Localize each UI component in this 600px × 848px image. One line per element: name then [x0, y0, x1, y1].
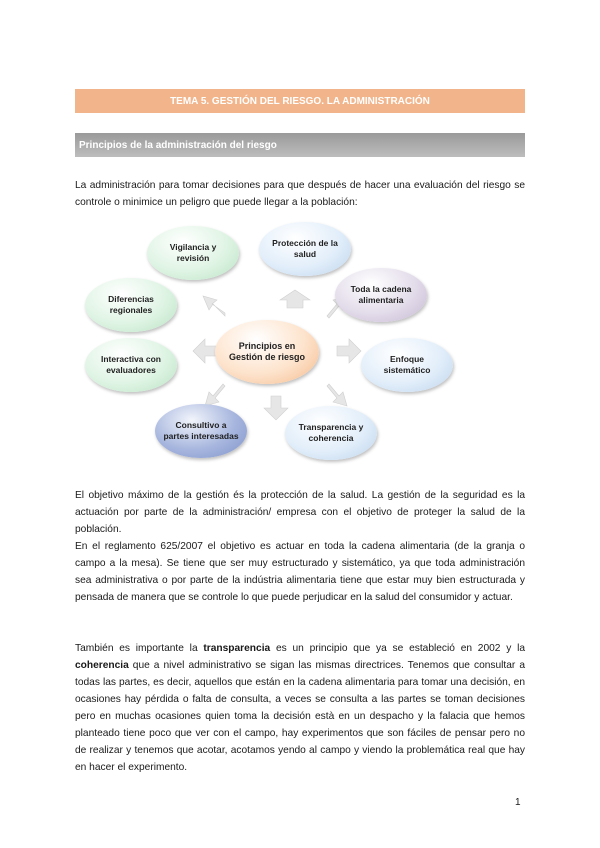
node-cadena-alimentaria: Toda la cadena alimentaria	[335, 268, 427, 322]
node-transparencia: Transparencia y coherencia	[285, 406, 377, 460]
arrow-down-right-icon	[327, 384, 347, 406]
arrow-up-left-icon	[203, 296, 225, 316]
node-consultivo: Consultivo a partes interesadas	[155, 404, 247, 458]
node-proteccion: Protección de la salud	[259, 222, 351, 276]
paragraph-objetivo: El objetivo máximo de la gestión és la protección de la salud. La gestión de la seguridad es la actuación por parte de la administración/ empresa con el objetivo de proteger la salud de la población.	[75, 490, 525, 535]
emphasis-transparencia: transparencia	[203, 643, 271, 654]
section-heading: Principios de la administración del riesgo	[75, 133, 525, 157]
arrow-up-icon	[280, 290, 310, 308]
paragraph-reglamento: En el reglamento 625/2007 el objetivo es actuar en toda la cadena alimentaria (de la granja o campo a la mesa). Se tiene que ser muy estructurado y sistemático, ya que toda administración sea administrativa o por parte de la indústria alimentaria tiene que estar muy bien estructurada y pensada de manera que se controle lo que puede perjudicar en la salud del consumidor y actuar.	[75, 541, 525, 603]
paragraph-transparencia	[75, 640, 525, 776]
page-number: 1	[515, 797, 521, 808]
intro-paragraph: La administración para tomar decisiones para que después de hacer una evaluación del riesgo se controle o minimice un peligro que puede llegar a la población:	[75, 180, 525, 208]
document-title: TEMA 5. GESTIÓN DEL RIESGO. LA ADMINISTRACIÓN	[75, 89, 525, 113]
arrow-down-icon	[264, 396, 288, 420]
node-vigilancia: Vigilancia y revisión	[147, 226, 239, 280]
text-fragment: También es importante la	[75, 643, 204, 654]
emphasis-coherencia: coherencia	[75, 660, 129, 671]
node-diferencias: Diferencias regionales	[85, 278, 177, 332]
principles-diagram	[75, 218, 455, 488]
text-fragment: que a nivel administrativo se sigan las mismas directrices. Tenemos que consultar a todas las partes, es decir, aquellos que están en la cadena alimentaria para tomar una decisión, en ocasiones hay pérdida o falta de consulta, a veces se consulta a las partes se toman decisiones pero en muchas ocasiones quien toma la decisión està en un despacho y la falacia que hemos planteado tiene poco que ver con el campo, hay experimentos que son fáciles de pensar pero no de realizar y tenemos que acotar, acotamos yendo al campo y viendo la problemática real que hay en hacer el experimento.	[75, 660, 525, 773]
node-enfoque: Enfoque sistemático	[361, 338, 453, 392]
node-center: Principios en Gestión de riesgo	[215, 320, 319, 384]
text-fragment: es un principio que ya se estableció en 2002 y la	[270, 643, 525, 654]
arrow-right-icon	[337, 339, 361, 363]
node-interactiva: Interactiva con evaluadores	[85, 338, 177, 392]
arrow-down-left-icon	[205, 384, 225, 406]
arrow-left-icon	[193, 339, 217, 363]
